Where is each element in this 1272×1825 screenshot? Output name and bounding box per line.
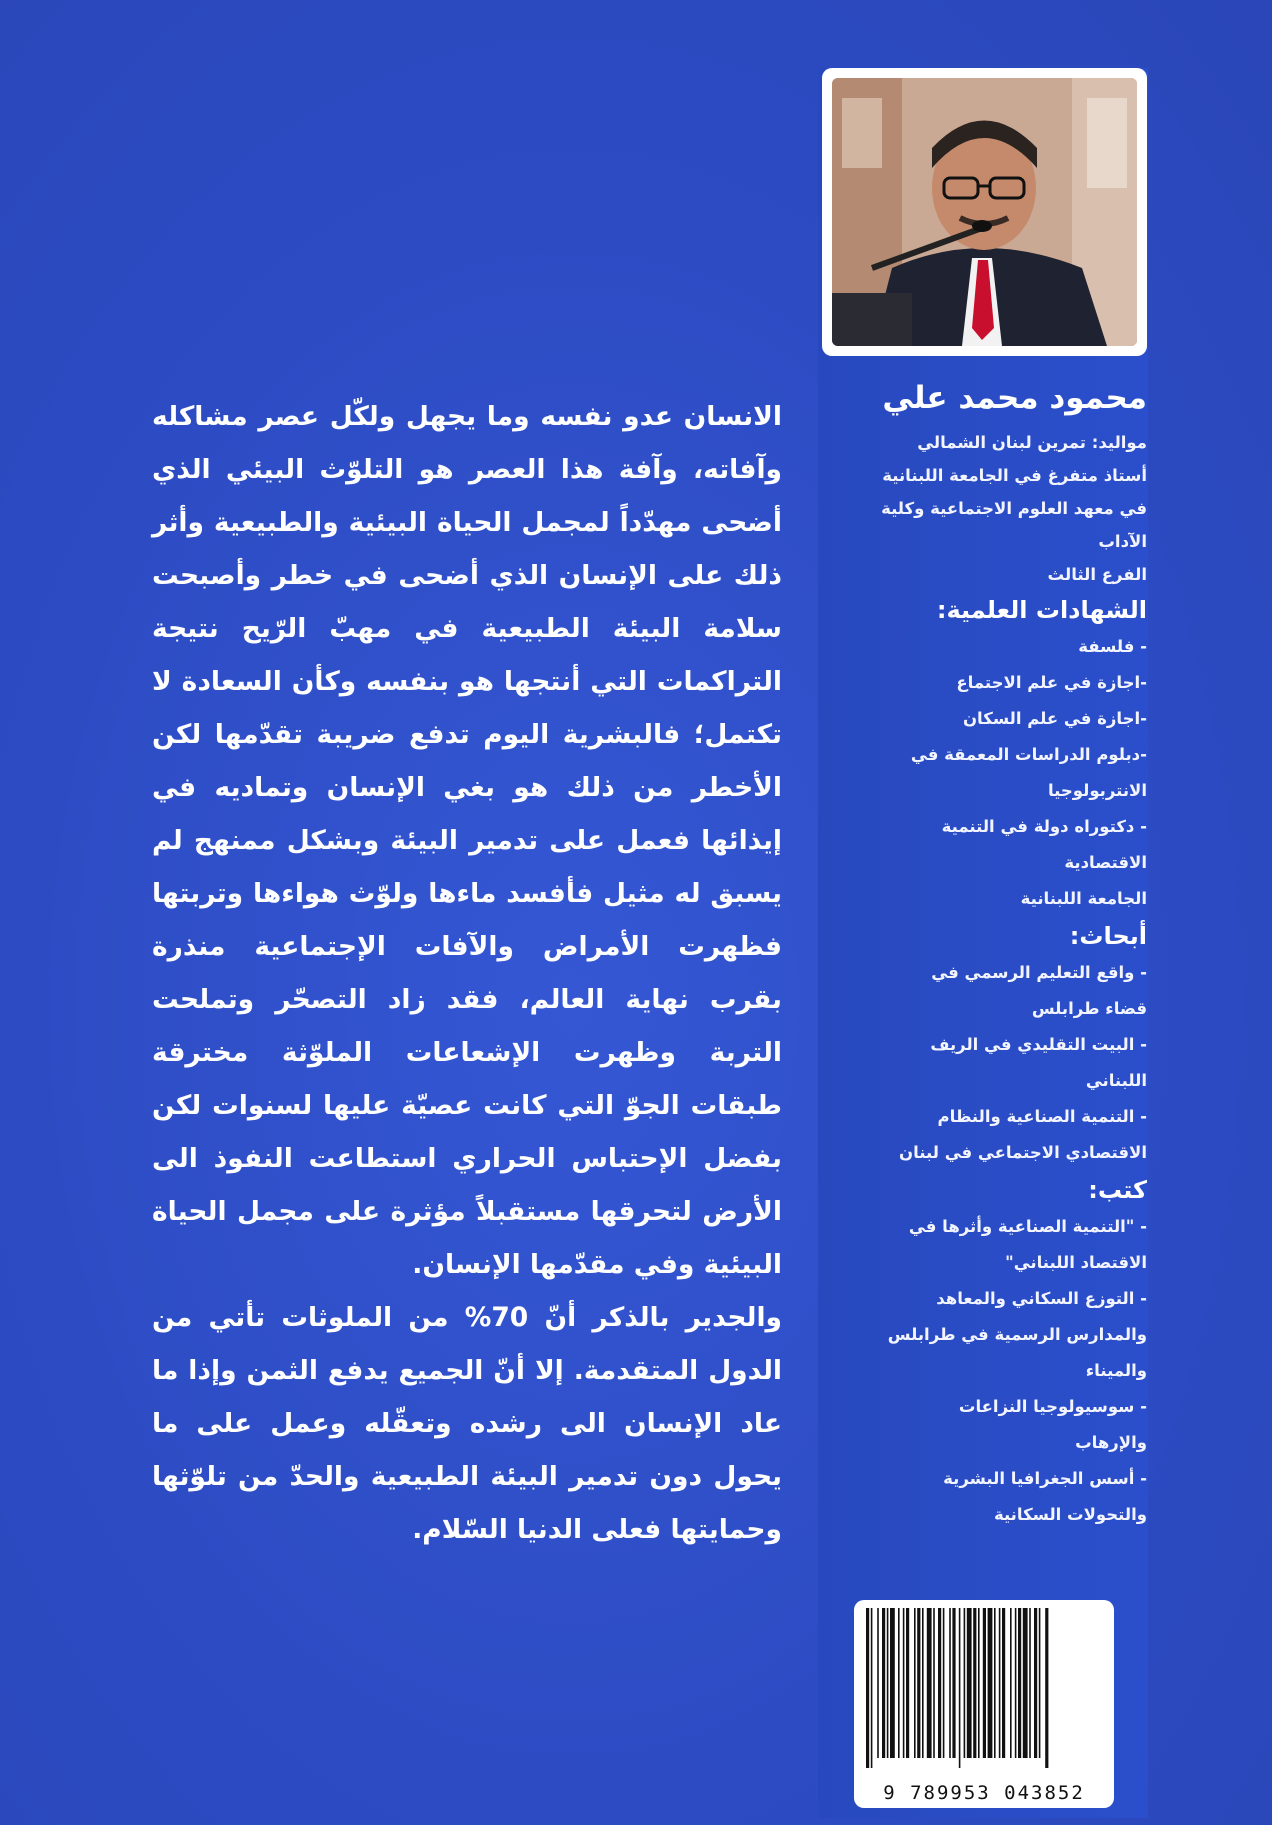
- books-heading: كتب:: [1088, 1176, 1147, 1204]
- barcode-bar: [994, 1608, 996, 1758]
- isbn-number: 9 789953 043852: [883, 1782, 1085, 1804]
- book-item: الاقتصاد اللبناني": [1005, 1253, 1147, 1272]
- barcode-bar: [949, 1608, 951, 1758]
- author-info: [822, 372, 1147, 1533]
- research-item: اللبناني: [1085, 1071, 1147, 1090]
- barcode-bar: [898, 1608, 900, 1758]
- barcode-bar: [903, 1608, 905, 1758]
- barcode-bar: [938, 1608, 941, 1758]
- barcode-bar: [1023, 1608, 1028, 1758]
- book-item: والتحولات السكانية: [993, 1505, 1147, 1524]
- barcode-bar: [887, 1608, 889, 1758]
- degree-item: الجامعة اللبنانية: [1020, 889, 1147, 908]
- degree-item: -اجازة في علم السكان: [962, 709, 1147, 728]
- research-item: - واقع التعليم الرسمي في: [931, 963, 1147, 982]
- barcode-bar: [1039, 1608, 1041, 1758]
- research-item: - البيت التقليدي في الريف: [930, 1035, 1147, 1054]
- book-item: والإرهاب: [1075, 1433, 1147, 1452]
- degree-item: الاقتصادية: [1064, 853, 1147, 872]
- barcode-bar: [959, 1608, 961, 1768]
- barcode-bar: [943, 1608, 945, 1758]
- book-item: - "التنمية الصناعية وأثرها في: [908, 1217, 1147, 1236]
- barcode: [854, 1600, 1114, 1808]
- book-item: - سوسيولوجيا النزاعات: [958, 1397, 1147, 1416]
- research-item: قضاء طرابلس: [1031, 999, 1147, 1018]
- bio-line: أستاذ متفرغ في الجامعة اللبنانية: [882, 466, 1147, 485]
- bio-line: الفرع الثالث: [1047, 565, 1147, 584]
- barcode-bar: [1018, 1608, 1021, 1758]
- barcode-bar: [914, 1608, 916, 1758]
- barcode-bar: [906, 1608, 909, 1758]
- barcode-bar: [983, 1608, 986, 1758]
- books-list: [822, 1209, 1147, 1533]
- blurb-paragraph-2: والجدير بالذكر أنّ 70% من الملوثات تأتي من الدول المتقدمة. إلا أنّ الجميع يدفع الثمن وإذا ما عاد الإنسان الى رشده وتعقّله وعمل على ما يحول دون تدمير البيئة الطبيعية والحدّ من تلوّثها وحمايتها فعلى الدنيا السّلام.: [152, 1302, 783, 1545]
- barcode-bar: [890, 1608, 895, 1758]
- barcode-bar: [933, 1608, 935, 1758]
- author-name: محمود محمد علي: [882, 380, 1147, 416]
- bio-line: في معهد العلوم الاجتماعية وكلية: [881, 499, 1147, 518]
- barcode-bar: [952, 1608, 955, 1758]
- book-item: والمدارس الرسمية في طرابلس: [887, 1325, 1147, 1344]
- barcode-bar: [978, 1608, 980, 1758]
- degrees-heading: الشهادات العلمية:: [936, 596, 1147, 624]
- barcode-bar: [999, 1608, 1001, 1758]
- research-list: [822, 955, 1147, 1171]
- research-item: الاقتصادي الاجتماعي في لبنان: [899, 1143, 1147, 1162]
- book-item: - أسس الجغرافيا البشرية: [943, 1469, 1147, 1488]
- blurb-text: [152, 390, 782, 1556]
- barcode-bars: [862, 1608, 1106, 1768]
- barcode-bar: [988, 1608, 993, 1758]
- barcode-bar: [964, 1608, 966, 1758]
- degree-item: - فلسفة: [1078, 637, 1147, 656]
- research-item: - التنمية الصناعية والنظام: [937, 1107, 1147, 1126]
- degree-item: -اجازة في علم الاجتماع: [956, 673, 1147, 692]
- book-item: - التوزع السكاني والمعاهد: [936, 1289, 1147, 1308]
- author-photo-frame: [822, 68, 1147, 356]
- barcode-bar: [922, 1608, 924, 1758]
- degree-item: الانتربولوجيا: [1047, 781, 1147, 800]
- book-item: والميناء: [1085, 1361, 1147, 1380]
- barcode-bar: [917, 1608, 920, 1758]
- barcode-bar: [1002, 1608, 1005, 1758]
- barcode-bar: [927, 1608, 932, 1758]
- barcode-bar: [1015, 1608, 1017, 1758]
- barcode-bar: [1010, 1608, 1012, 1758]
- degree-item: -دبلوم الدراسات المعمقة في: [910, 745, 1147, 764]
- author-portrait-illustration: [832, 78, 1137, 346]
- barcode-bar: [973, 1608, 976, 1758]
- research-heading: أبحاث:: [1069, 922, 1147, 950]
- barcode-bar: [882, 1608, 885, 1758]
- barcode-bar: [967, 1608, 972, 1758]
- barcode-bar: [1029, 1608, 1031, 1758]
- degrees-list: [822, 629, 1147, 917]
- author-bio: [822, 426, 1147, 591]
- bio-line: الآداب: [1098, 532, 1147, 551]
- degree-item: - دكتوراه دولة في التنمية: [941, 817, 1147, 836]
- barcode-bar: [866, 1608, 869, 1768]
- barcode-bar: [1045, 1608, 1048, 1768]
- author-photo: [832, 78, 1137, 346]
- barcode-bar: [871, 1608, 873, 1768]
- blurb-paragraph-1: الانسان عدو نفسه وما يجهل ولكّل عصر مشاكله وآفاته، وآفة هذا العصر هو التلوّث البيئي الذي أضحى مهدّداً لمجمل الحياة البيئية والطبيعية وأثر ذلك على الإنسان الذي أضحى في خطر وأصبحت سلامة البيئة الطبيعية في مهبّ الرّيح نتيجة التراكمات التي أنتجها هو بنفسه وكأن السعادة لا تكتمل؛ فالبشرية اليوم تدفع ضريبة تقدّمها لكن الأخطر من ذلك هو بغي الإنسان وتماديه في إيذائها فعمل على تدمير البيئة وبشكل ممنهج لم يسبق له مثيل فأفسد ماءها ولوّث هواءها وتربتها فظهرت الأمراض والآفات الإجتماعية منذرة بقرب نهاية العالم، فقد زاد التصحّر وتملحت التربة وظهرت الإشعاعات الملوّثة مخترقة طبقات الجوّ التي كانت عصيّة عليها لسنوات لكن بفضل الإحتباس الحراري استطاعت النفوذ الى الأرض لتحرقها مستقبلاً مؤثرة على مجمل الحياة البيئية وفي مقدّمها الإنسان.: [152, 401, 782, 1280]
- barcode-bar: [877, 1608, 879, 1758]
- barcode-bar: [1034, 1608, 1037, 1758]
- bio-line: مواليد: تمرين لبنان الشمالي: [917, 433, 1147, 452]
